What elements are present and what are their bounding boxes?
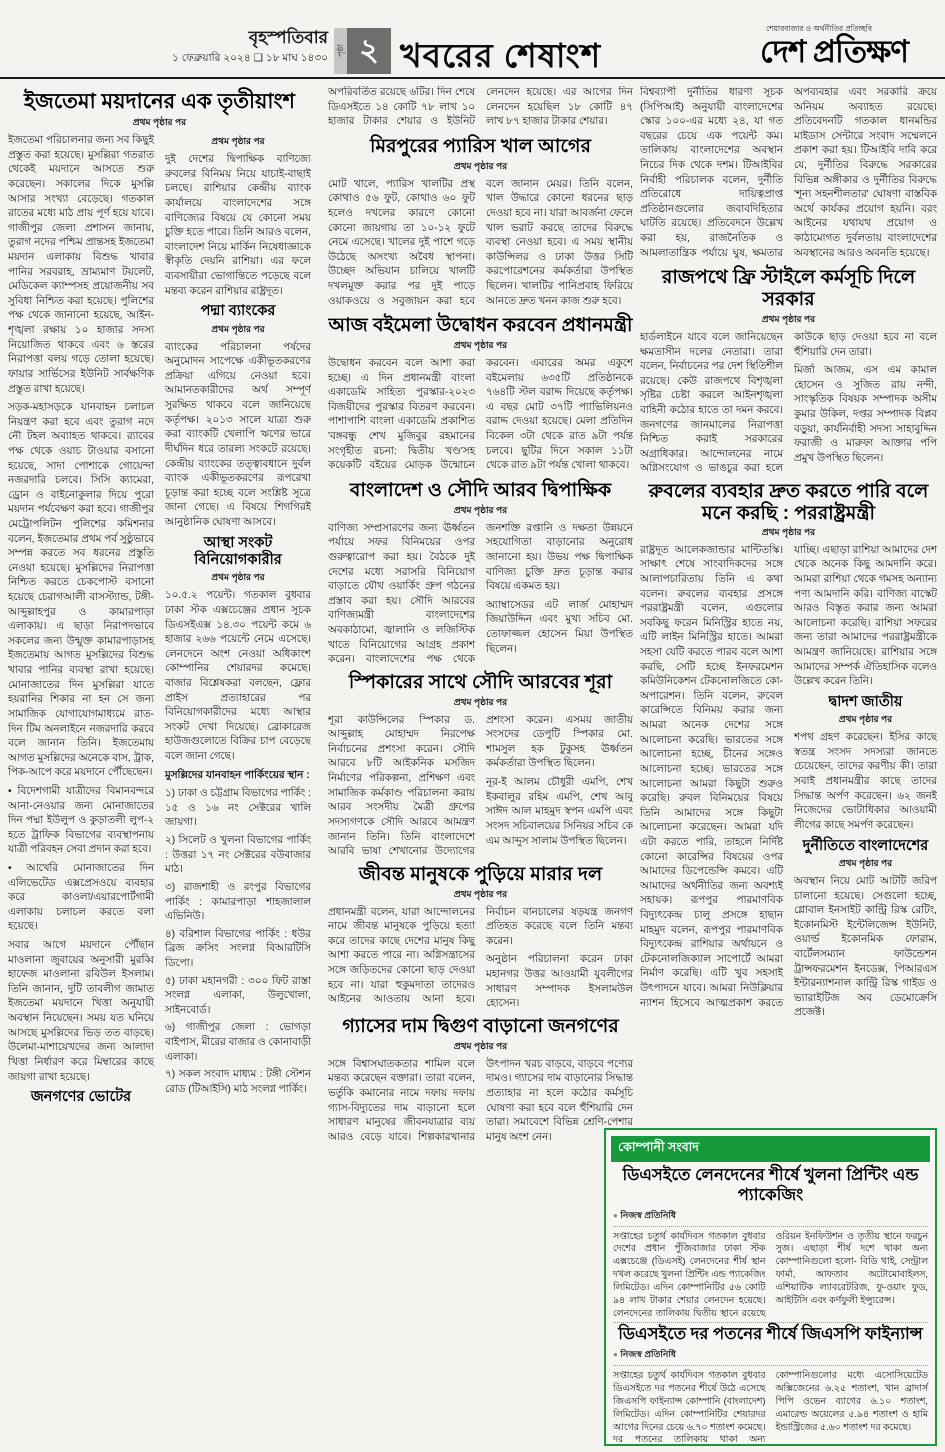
continued-label: প্রথম পৃষ্ঠার পর (453, 160, 508, 171)
numbered-item: ২) সিলেট ও খুলনা বিভাগের পার্কিং : উত্তরা ১৭ নং সেক্টরের বউবাজার মাঠ। (165, 835, 311, 876)
continued-label: প্রথম পৃষ্ঠার পর (211, 323, 265, 334)
continued-label: প্রথম পৃষ্ঠার পর (453, 888, 508, 899)
parking-list-title: মুসল্লিদের যানবাহন পার্কিংয়ের স্থান : (165, 769, 310, 781)
company-news-box (604, 1128, 937, 1446)
continued-label: প্রথম পৃষ্ঠার পর (453, 340, 508, 350)
article-body: বাণিজ্য সম্প্রসারণের জন্য ঊর্ধ্বতন পর্যায়ে সফর বিনিময়ের ওপর গুরুত্বারোপ করা হয়। বৈঠকে দুই দেশের মধ্যে সরাসরি বিনিয়োগ বাড়াতে যৌথ ওয়ার্কিং গ্রুপ গঠনের প্রস্তাব করা হয়। সৌদি আরবের বাণিজ্যমন্ত্রী বাংলাদেশের অবকাঠামো, জ্বালানি ও লজিস্টিক খাতে বিনিয়োগের আগ্রহ প্রকাশ করেন। বাংলাদেশের পক্ষ থেকে জনশক্তি রপ্তানি ও দক্ষতা উন্নয়নে সহযোগিতা বাড়ানোর অনুরোধ জানানো হয়। উভয় পক্ষ দ্বিপাক্ষিক বাণিজ্য চুক্তি দ্রুত চূড়ান্ত করার বিষয়ে একমত হয়। (328, 522, 633, 666)
continued-label: প্রথম পৃষ্ঠার পর (838, 714, 893, 725)
headline-paris-khal: মিরপুরের প্যারিস খাল আগের (370, 135, 591, 157)
article-body: অপরিবর্তিত রয়েছে ৬টির। দিন শেষে ডিএসইতে ১৪ কোটি ৭৮ লাখ ১০ হাজার টাকার শেয়ার ও ইউনিট লেনদেন হয়েছে। এর আগের দিন লেনদেন হয়েছিল ১৮ কোটি ৪৭ লাখ ৮৭ হাজার টাকার শেয়ার। (328, 87, 633, 128)
date-label: ১ ফেব্রুয়ারি ২০২৪ ❑ ১৮ মাঘ ১৪৩০ (172, 51, 328, 64)
numbered-item: ৬) গাজীপুর জেলা : ভোগড়া বাইপাস, মীরের বাজার ও কোনাবাড়ী এলাকা। (165, 1022, 311, 1063)
headline-speaker-shura: স্পিকারের সাথে সৌদি আরবের শূরা (348, 671, 613, 693)
article-body: রাষ্ট্রদূত আলেকজান্ডার মান্টিতস্কি। সাক্ষাৎ শেষে সাংবাদিকদের সঙ্গে আলাপচারিতায় তিনি এ কথা বলেন। রুবলের ব্যবহার প্রসঙ্গে পররাষ্ট্রমন্ত্রী বলেন, এগুলোর সবকিছু ফরেন মিনিস্ট্রির হাতে নয়, এটি লাইন মিনিস্ট্রির হাতে। আমরা সহসা যেটি করতে পারব বলে আশা করছি, সেটি হচ্ছে ইনফরমেশন কমিউনিকেশন টেকনোলজিতে কো-অপারেশন। তিনি বলেন, রুবেল কারেন্সিতে বিনিময় করার জন্য আমরা অনেক দেশের সঙ্গে আলোচনা করেছি। ভারতের সঙ্গে আলোচনা হচ্ছে, চীনের সঙ্গেও আলোচনা হচ্ছে। ভারতের সঙ্গে আলোচনা আমরা কিছুটা শুরুও করেছি। রুবল বিনিময়ের বিষয়ে তিনি আমাদের সঙ্গে কিছুটা আলোচনা করেছেন। আমরা যদি এটা করতে পারি, তাহলে নির্দিষ্ট কোনো কারেন্সির বিষয়ের ওপর আমাদের ডিপেন্ডেন্সি কমবে। এটি আমাদের অর্থনীতির জন্য অবশ্যই সহায়ক। রূপপুর পারমাণবিক বিদ্যুৎকেন্দ্র চালু প্রসঙ্গে হাছান মাহমুদ বলেন, রূপপুর পারমাণবিক বিদ্যুৎকেন্দ্র রাশিয়ার অর্থায়নে ও টেকনোলজিক্যাল সাপোর্টে আমরা নির্মাণ করেছি। এটি খুব সহসাই উৎপাদনে যাবে। আমরা নিউক্লিয়ার ন্যাশন হিসেবে আত্মপ্রকাশ করতে যাচ্ছি। এছাড়া রাশিয়া আমাদের দেশ থেকে অনেক কিছু আমদানি করে। আমরা রাশিয়া থেকে গমসহ অন্যান্য পণ্য আমদানি করি। বাণিজ্য বাস্কেট আরও বিস্তৃত করার জন্য আমরা আলোচনা করেছি। রাশিয়া সফরের জন্য তারা আমাদের পররাষ্ট্রমন্ত্রীকে আমন্ত্রণ জানিয়েছে। রাশিয়ার সঙ্গে আমাদের সম্পর্ক ঐতিহাসিক বলেও উল্লেখ করেন তিনি। (640, 544, 937, 1009)
article-body: ব্যাংকের পরিচালনা পর্ষদের অনুমোদন সাপেক্ষে একীভূতকরণের প্রক্রিয়া এগিয়ে নেওয়া হবে। আমানতকারীদের অর্থ সম্পূর্ণ সুরক্ষিত থাকবে বলে জানিয়েছে কর্তৃপক্ষ। ২০১৩ সালে যাত্রা শুরু করা ব্যাংকটি খেলাপি ঋণের ভারে দীর্ঘদিন ধরে তারল্য সংকটে রয়েছে। কেন্দ্রীয় ব্যাংকের তত্ত্বাবধানে দুর্বল ব্যাংক একীভূতকরণের রূপরেখা চূড়ান্ত করা হচ্ছে বলে সংশ্লিষ্ট সূত্রে জানা গেছে। এ বিষয়ে শিগগিরই আনুষ্ঠানিক ঘোষণা আসবে। (165, 341, 311, 528)
article-body: শূরা কাউন্সিলের স্পিকার ড. আব্দুল্লাহ মোহাম্মদ নিরপেক্ষ নির্বাচনের প্রশংসা করেন। সৌদি আরবে ৮টি আইকনিক মসজিদ নির্মাণের পরিকল্পনা, প্রশিক্ষণ এবং সামাজিক কর্মকাণ্ড পরিচালনা করায় আরব সংসদীয় মৈত্রী গ্রুপের সদস্যগণকে সৌদি আরবে আমন্ত্রণ জানান তিনি। তিনি বাংলাদেশে আরবি ভাষা শেখানোর উদ্যোগের প্রশংসা করেন। এসময় জাতীয় সংসদের ডেপুটি স্পিকার মো. শামসুল হক টুকুসহ ঊর্ধ্বতন কর্মকর্তারা উপস্থিত ছিলেন। (328, 714, 633, 858)
headline-dse-top-turnover: ডিএসইতে লেনদেনের শীর্ষে খুলনা প্রিন্টিং এন্ড প্যাকেজিং (622, 1166, 919, 1204)
middle-band (328, 86, 633, 1444)
continued-label: প্রথম পৃষ্ঠার পর (838, 857, 893, 868)
continued-label: প্রথম পৃষ্ঠার পর (761, 526, 816, 537)
bullet-item: • বিদেশগামী যাত্রীদের বিমানবন্দরে আনা-নেওয়ার জন্য মোনাজাতের দিন পদ্মা ইউলুপ ও কুড়াতলী লুপ-২ হতে ট্রাফিক বিভাগের ব্যবস্থাপনায় যাত্রী পরিবহন সেবা প্রদান করা হবে। (8, 785, 154, 856)
article-body: সপ্তাহের চতুর্থ কার্যদিবস গতকাল বুধবার ডিএসইতে দর পতনের শীর্ষে উঠে এসেছে জিএসপি ফাইন্যান্স কোম্পানি (বাংলাদেশ) লিমিটেড। এদিন কোম্পানিটির শেয়ারদর আগের দিনের চেয়ে ৬.৭০ শতাংশ কমেছে। দর পতনের তালিকায় থাকা অন্য কোম্পানিগুলোর মধ্যে এসোসিয়েটেড অক্সিজেনের ৬.২৫ শতাংশ, খান ব্রাদার্স পিপি ওভেন ব্যাগের ৬.১০ শতাংশ, এমারেল্ড অয়েলের ৫.৯৪ শতাংশ ও হামি ইন্ডাস্ট্রিজের ৫.৬০ শতাংশ দর কমেছে। (613, 1370, 928, 1445)
page-number-box (334, 28, 391, 74)
continued-label: প্রথম পৃষ্ঠার পর (211, 136, 265, 147)
continued-label: প্রথম পৃষ্ঠার পর (453, 696, 508, 707)
company-news-header: কোম্পানী সংবাদ (611, 1136, 930, 1162)
headline-janaganer-voter: জনগণের ভোটের (30, 1089, 132, 1106)
article-body: ১০.৫.২ পয়েন্ট। গতকাল বুধবার ঢাকা স্টক এক্সচেঞ্জের প্রধান সূচক ডিএসইএক্স ১৪.৩০ পয়েন্ট কমে ৬ হাজার ২৬৬ পয়েন্টে নেমে এসেছে। লেনদেনে অংশ নেওয়া অধিকাংশ কোম্পানির শেয়ারদর কমেছে। বাজার বিশ্লেষকরা বলছেন, ফ্লোর প্রাইস প্রত্যাহারের পর বিনিয়োগকারীদের মধ্যে আস্থার সংকট দেখা দিয়েছে। ব্রোকারেজ হাউজগুলোতে বিক্রির চাপ বেড়েছে বলে জানা গেছে। (165, 590, 311, 763)
numbered-item: ১) ঢাকা ও চট্টগ্রাম বিভাগের পার্কিং : ১৫ ও ১৬ নং সেক্টরের খালি জায়গা। (165, 788, 311, 829)
article-body: সঙ্গে বিশ্বাসঘাতকতার শামিল বলে মন্তব্য করেছেন বক্তারা। তারা বলেন, ভর্তুকি কমানোর নামে দফায় দফায় গ্যাস-বিদ্যুতের দাম বাড়ানো হলে সাধারণ মানুষের জীবনযাত্রার ব্যয় আরও বেড়ে যাবে। শিল্পকারখানার উৎপাদন খরচ বাড়বে, বাড়বে পণ্যের দামও। গ্যাসের দাম বাড়ানোর সিদ্ধান্ত প্রত্যাহার না হলে কঠোর কর্মসূচি ঘোষণা করা হবে বলে হুঁশিয়ারি দেন তারা। সমাবেশে বিভিন্ন শ্রেণি-পেশার মানুষ অংশ নেন। (328, 1058, 633, 1143)
company-article-body (613, 1365, 928, 1446)
page-number: ২ (347, 28, 391, 74)
continued-label: প্রথম পৃষ্ঠার পর (211, 572, 265, 583)
article-body: বিশ্বব্যাপী দুর্নীতির ধারণা সূচক (সিপিআই) অনুযায়ী বাংলাদেশের স্কোর ১০০-এর মধ্যে ২৪, যা গত বছরের চেয়ে এক পয়েন্ট কম। তালিকায় বাংলাদেশের অবস্থান নিচের দিক থেকে দশম। টিআইবির নির্বাহী পরিচালক বলেন, দুর্নীতি প্রতিরোধে দায়িত্বপ্রাপ্ত প্রতিষ্ঠানগুলোর জবাবদিহিতার ঘাটতি রয়েছে। প্রতিবেদনে উল্লেখ করা হয়, রাজনৈতিক ও আমলাতান্ত্রিক পর্যায়ে ঘুষ, ক্ষমতার অপব্যবহার এবং সরকারি ক্রয়ে অনিয়ম অব্যাহত রয়েছে। প্রতিবেদনটি গতকাল ধানমন্ডির মাইডাস সেন্টারে সংবাদ সম্মেলনে প্রকাশ করা হয়। টিআইবি দাবি করে যে, দুর্নীতির বিরুদ্ধে সরকারের বিভিন্ন অঙ্গীকার ও দুর্নীতির বিরুদ্ধে 'শূন্য সহনশীলতার' ঘোষণা বাস্তবিক অর্থে কার্যকর প্রয়োগ হয়নি। বরং আইনের যথাযথ প্রয়োগ ও কাঠামোগত দুর্বলতায় বাংলাদেশের অবস্থানের আরও অবনতি হয়েছে। (640, 87, 937, 259)
byline-text: নিজস্ব প্রতিনিধি (620, 1209, 676, 1220)
byline (613, 1208, 928, 1223)
numbered-item: ৭) সকল সংবাদ মাধ্যম : টঙ্গী স্টেশন রোড (টিআইসি) মাঠ সংলগ্ন পার্কিং। (165, 1069, 311, 1095)
headline-astha-sankat: আস্থা সংকট বিনিয়োগকারীর (194, 534, 282, 568)
headline-rajpothe-free-style: রাজপথে ফ্রি স্টাইলে কর্মসূচি দিলে সরকার (661, 267, 916, 311)
article-body: উদ্বোধন করবেন বলে আশা করা হচ্ছে। এ দিন প্রধানমন্ত্রী বাংলা একাডেমি সাহিত্য পুরস্কার-২০২৩ বিজয়ীদের পুরস্কার বিতরণ করবেন। পাশাপাশি বাংলা একাডেমি প্রকাশিত 'বঙ্গবন্ধু শেখ মুজিবুর রহমানের সংগৃহীত রচনা: দ্বিতীয় খণ্ড'সহ কয়েকটি বইয়ের মোড়ক উন্মোচন করবেন। এবারের অমর একুশে বইমেলায় ৬৩৫টি প্রতিষ্ঠানকে ৭৬৪টি স্টল বরাদ্দ দিয়েছে কর্তৃপক্ষ। এ বছর মোট ৩৭টি প্যাভিলিয়নও বরাদ্দ দেওয়া হয়েছে। মেলা প্রতিদিন বিকেল ৩টা থেকে রাত ৯টা পর্যন্ত চলবে। ছুটির দিনে সকাল ১১টা থেকে রাত ৯টা পর্যন্ত খোলা থাকবে। (328, 358, 633, 472)
headline-saudi-bilateral: বাংলাদেশ ও সৌদি আরব দ্বিপাক্ষিক (349, 479, 612, 501)
article-body: দুই দেশের দ্বিপাক্ষিক বাণিজ্যে রুবলের বিনিময় নিয়ে যাচাই-বাছাই চলছে। রাশিয়ার কেন্দ্রীয় ব্যাংক কার্যালয়ে বাংলাদেশের সঙ্গে বাণিজ্যের বিষয়ে যে কোনো সময় চুক্তি হতে পারে। তিনি আরও বলেন, বাংলাদেশ নিয়ে মার্কিন নিষেধাজ্ঞাকে স্বীকৃতি দেয়নি রাশিয়া। এর ফলে ব্যবসায়ীরা ভোগান্তিতে পড়েছে বলে মন্তব্য করেন রাশিয়ার রাষ্ট্রদূত। (165, 154, 311, 297)
article-body: অবস্থান নিয়ে মোট আটটি জরিপ চালানো হয়েছে। সেগুলো হচ্ছে, গ্লোবাল ইনসাইট কান্ট্রি রিস্ক রেটিং, ইকোনমিস্ট ইন্টেলিজেন্স ইউনিট, ওয়ার্ল্ড ইকোনমিক ফোরাম, বার্টেলসম্যান ফাউন্ডেশন ট্রান্সফরমেশন ইনডেক্স, পিআরএস ইন্টারন্যাশনাল কান্ট্রি রিস্ক গাইড ও ভ্যারাইটিজ অব ডেমোক্রেসি প্রজেক্ট। (794, 875, 937, 1019)
headline-padma-bank: পদ্মা ব্যাংকের (200, 303, 276, 320)
article-body: সড়ক-মহাসড়কে যানবাহন চলাচল নিয়ন্ত্রণ করা হবে এবং তুরাগ নদে নৌ টহল অব্যাহত থাকবে। র‌্যাবের পক্ষ থেকে ওয়াচ টাওয়ার বসানো হয়েছে, সাদা পোশাকে গোয়েন্দা নজরদারি চলবে। সিসি ক্যামেরা, ড্রোন ও বাইনোকুলার দিয়ে পুরো ময়দান পর্যবেক্ষণ করা হবে। গাজীপুর মেট্রোপলিটন পুলিশের কমিশনার বলেন, ইজতেমার প্রথম পর্ব সুষ্ঠুভাবে সম্পন্ন করতে সব ধরনের প্রস্তুতি নেওয়া হয়েছে। মুসল্লিদের নিরাপত্তা নিশ্চিত করতে চেকপোস্ট বসানো হয়েছে চেরাগআলী বাসস্ট্যান্ড, টঙ্গী-আব্দুল্লাহপুর ও কামারপাড়া এলাকায়। এ ছাড়া নিরাপদভাবে সকলের জন্য উন্মুক্ত কামারপাড়াসহ ইজতেমায় আগত মুসল্লিদের বিশুদ্ধ খাবার পানির ব্যবস্থা রাখা হয়েছে। মোনাজাতের দিন মুসল্লিরা যাতে হয়রানির শিকার না হন সে জন্য সামাজিক যোগাযোগমাধ্যমে রাত-দিন টিম অনলাইনে নজরদারি করবে বলে জানান তিনি। ইজতেমায় আগত মুসল্লিদের অনেকে বাস, ট্রাক, পিক-আপে করে ময়দানে পৌঁছেছেন। (8, 402, 154, 779)
article-body: সবার আগে ময়দানে পৌঁছান মাওলানা জুবায়ের অনুসারী মুরব্বি হাফেজ মাওলানা রবিউল ইসলাম। তিনি জানান, দুটি তাবলীগ জামাত ইজতেমা ময়দানে খিত্তা অনুযায়ী অবস্থান নিয়েছেন। সময় যত ঘনিয়ে আসছে মুসল্লিদের ভিড় তত বাড়ছে। উলেমা-মাশায়েখদের জন্য আলাদা খিত্তা নির্ধারণ করে মিম্বারের কাছে জায়গা রাখা হয়েছে। (8, 940, 154, 1083)
masthead-rule (0, 77, 945, 79)
byline-bullet-icon: ● (613, 1210, 618, 1220)
article-body: শপথ গ্রহণ করেছেন। ইসির কাছে স্বতন্ত্র সংসদ সদস্যরা জানতে চেয়েছেন, তাদের করণীয় কী। তারা সবাই প্রধানমন্ত্রীর কাছে তাদের সিদ্ধান্ত অর্পণ করেছেন। ৬২ জনই নিজেদের ভোটাধিকার আওয়ামী লীগের কাছে সমর্পণ করেছেন। (794, 732, 937, 831)
masthead-date-block (90, 29, 328, 68)
newspaper-logo (760, 24, 935, 69)
numbered-item: ৩) রাজশাহী ও রংপুর বিভাগের পার্কিং : কামারপাড়া শাহজালাল এভিনিউ। (165, 881, 311, 923)
page-label: পৃষ্ঠা (334, 28, 347, 74)
section-title: খবরের শেষাংশ (400, 37, 602, 74)
article-body: অ্যাম্বাসেডর এট লার্জ মোহাম্মদ জিয়াউদ্দিন এবং মুখ্য সচিব মো. তোফাজ্জল হোসেন মিয়া উপস্থিত ছিলেন। (486, 599, 633, 655)
right-band (640, 86, 937, 1126)
article-body: মোট খালে, প্যারিস খালটির প্রস্থ কোথাও ৫৬ ফুট, কোথাও ৬০ ফুট হলেও দখলের কারণে কোনো কোনো জায়গায় তা ১০-১২ ফুটে নেমে এসেছে। খালের দুই পাশে গড়ে উঠেছে অসংখ্য অবৈধ স্থাপনা। উচ্ছেদ অভিযান চালিয়ে খালটি দখলমুক্ত করার পর দুই পাড়ে ওয়াকওয়ে ও সবুজায়ন করা হবে বলে জানান মেয়র। তিনি বলেন, খাল উদ্ধারে কোনো ধরনের ছাড় দেওয়া হবে না। যারা আবর্জনা ফেলে খাল ভরাট করছে তাদের বিরুদ্ধে ব্যবস্থা নেওয়া হবে। এ সময় স্থানীয় কাউন্সিলর ও ঢাকা উত্তর সিটি করপোরেশনের কর্মকর্তারা উপস্থিত ছিলেন। খালটির পানিপ্রবাহ ফিরিয়ে আনতে দ্রুত খনন কাজ শুরু হবে। (328, 178, 633, 307)
logo-name: দেশ প্রতিক্ষণ (760, 34, 908, 69)
headline-boimela: আজ বইমেলা উদ্বোধন করবেন প্রধানমন্ত্রী (328, 315, 633, 337)
article-body: ইজতেমা পরিচালনার জন্য সব কিছুই প্রস্তুত করা হয়েছে। মুসল্লিরা গতরাত থেকেই ময়দানে আসতে শুরু করেছেন। সকালের দিকে মুসল্লি আসার সংখ্যা বেড়েছে। গতকাল রাতের মধ্যে মাঠ প্রায় পূর্ণ হয়ে যাবে। গাজীপুর জেলা প্রশাসন জানায়, তুরাগ নদের পশ্চিম প্রান্তসহ ইজতেমা ময়দান এলাকায় বিশুদ্ধ খাবার পানির সরবরাহ, ভ্রাম্যমাণ টয়লেট, মেডিকেল ক্যাম্পসহ প্রয়োজনীয় সব সুবিধা নিশ্চিত করা হয়েছে। পুলিশের পক্ষ থেকে জানানো হয়েছে, আইন-শৃঙ্খলা রক্ষায় ১০ হাজার সদস্য নিয়োজিত থাকবে এবং ৬ স্তরের নিরাপত্তা বলয় গড়ে তোলা হয়েছে। ফায়ার সার্ভিসের ইউনিট সার্বক্ষণিক প্রস্তুত রাখা হয়েছে। (8, 135, 154, 395)
headline-ijtema: ইজতেমা ময়দানের এক তৃতীয়াংশ (24, 90, 295, 113)
weekday-label: বৃহস্পতিবার (248, 28, 328, 47)
continued-label: প্রথম পৃষ্ঠার পর (132, 117, 187, 128)
article-body: মির্জা আজম, এস এম কামাল হোসেন ও সুজিত রায় নন্দী, সাংস্কৃতিক বিষয়ক সম্পাদক অসীম কুমার উকিল, দপ্তর সম্পাদক বিপ্লব বড়ুয়া, কার্যনির্বাহী সদস্য সাহাবুদ্দিন ফরাজী ও মারুফা আক্তার পপি প্রমুখ উপস্থিত ছিলেন। (794, 365, 937, 464)
numbered-item: ৪) বরিশাল বিভাগের পার্কিং : ধউর ব্রিজ ক্রসিং সংলগ্ন বিআরটিসি ডিপো। (165, 928, 311, 969)
article-ijtema (8, 86, 311, 1444)
headline-jibonto-manush: জীবন্ত মানুষকে পুড়িয়ে মারার দল (358, 863, 603, 885)
continued-label: প্রথম পৃষ্ঠার পর (761, 314, 816, 324)
numbered-item: ৫) ঢাকা মহানগরী : ৩০০ ফিট রাস্তা সংলগ্ন এলাকা, উলুখোলা, সাইনবোর্ড। (165, 975, 311, 1016)
company-article-body (613, 1226, 928, 1320)
headline-dadosh-jatiyo: দ্বাদশ জাতীয় (828, 693, 903, 710)
article-body: হার্ডলাইনে যাবে বলে জানিয়েছেন ক্ষমতাসীন দলের নেতারা। তারা বলেন, নির্বাচনের পর দেশ স্থিতিশীল রয়েছে। কেউ রাজপথে বিশৃঙ্খলা সৃষ্টির চেষ্টা করলে আইনশৃঙ্খলা বাহিনী কঠোর হাতে তা দমন করবে। জনগণের জানমালের নিরাপত্তা নিশ্চিত করাই সরকারের অগ্রাধিকার। আন্দোলনের নামে অগ্নিসংযোগ ও ভাঙচুর করা হলে কাউকে ছাড় দেওয়া হবে না বলে হুঁশিয়ারি দেন তারা। (640, 332, 937, 475)
article-body: সপ্তাহের চতুর্থ কার্যদিবস গতকাল বুধবার দেশের প্রধান পুঁজিবাজার ঢাকা স্টক এক্সচেঞ্জে (ডিএসই) লেনদেনের শীর্ষ স্থান দখল করেছে খুলনা প্রিন্টিং এন্ড প্যাকেজিং লিমিটেড। এদিন কোম্পানিটির ৫৬ কোটি ৯৪ লাখ টাকার শেয়ার লেনদেন হয়েছে। লেনদেনের তালিকায় দ্বিতীয় স্থানে রয়েছে ওরিয়ন ইনফিউশন ও তৃতীয় স্থানে ফরচুন সুজ। এছাড়া শীর্ষ দশে থাকা অন্য কোম্পানিগুলো হলো- বিডি থাই, সেন্ট্রাল ফার্মা, আফতাব অটোমোবাইলস, এশিয়াটিক ল্যাবরেটরিজ, ফু-ওয়াং ফুড, আইটিসি এবং কর্ণফুলী ইন্স্যুরেন্স। (613, 1230, 928, 1318)
headline-durnitite-bangladesh: দুর্নীতিতে বাংলাদেশের (802, 837, 929, 854)
logo-tagline: শেয়ারবাজার ও অর্থনীতির প্রতিচ্ছবি (766, 24, 872, 33)
bullet-item: • আখেরি মোনাজাতের দিন এলিভেটেড এক্সপ্রেসওয়ে ব্যবহার করে কাওলা/এয়ারপোর্টগামী এলাকায় চলাচল করতে বলা হয়েছে। (8, 863, 154, 933)
article-body: অনুষ্ঠান পরিচালনা করেন ঢাকা মহানগর উত্তর আওয়ামী যুবলীগের সাধারণ সম্পাদক ইসলামউল হোসেন। (486, 954, 633, 1010)
headline-ruble-line1: রুবলের ব্যবহার দ্রুত করতে পারি বলে (648, 481, 929, 503)
continued-label: প্রথম পৃষ্ঠার পর (453, 1040, 508, 1051)
article-body: নূর-ই আলম চৌধুরী এমপি, শেখ ইকবালুর রহিম এমপি, শেখ আবু সাঈদ আল মাহমুদ স্বপন এমপি এবং সংসদ সচিবালয়ের সিনিয়র সচিব কে এম আব্দুস সালাম উপস্থিত ছিলেন। (486, 777, 633, 847)
headline-ruble (640, 481, 937, 525)
headline-gas-dam: গ্যাসের দাম দ্বিগুণ বাড়ানো জনগণের (342, 1015, 619, 1037)
article-body: প্রধানমন্ত্রী বলেন, যারা আন্দোলনের নামে জীবন্ত মানুষকে পুড়িয়ে হত্যা করে তাদের কাছে দেশের মানুষ কিছু আশা করতে পারে না। অগ্নিসন্ত্রাসের সঙ্গে জড়িতদের কোনো ছাড় দেওয়া হবে না। যারা হুকুমদাতা তাদেরও আইনের আওতায় আনা হবে। নির্বাচন বানচালের ষড়যন্ত্র জনগণ প্রতিহত করেছে বলে তিনি মন্তব্য করেন। (328, 906, 633, 1006)
headline-ruble-line2: মনে করছি : পররাষ্ট্রমন্ত্রী (702, 502, 875, 524)
continued-label: প্রথম পৃষ্ঠার পর (453, 504, 508, 515)
byline-text: নিজস্ব প্রতিনিধি (620, 1349, 676, 1360)
byline-bullet-icon: ● (613, 1350, 618, 1360)
headline-dse-top-loser: ডিএসইতে দর পতনের শীর্ষে জিএসপি ফাইন্যান্স (613, 1322, 928, 1345)
byline (613, 1347, 928, 1362)
